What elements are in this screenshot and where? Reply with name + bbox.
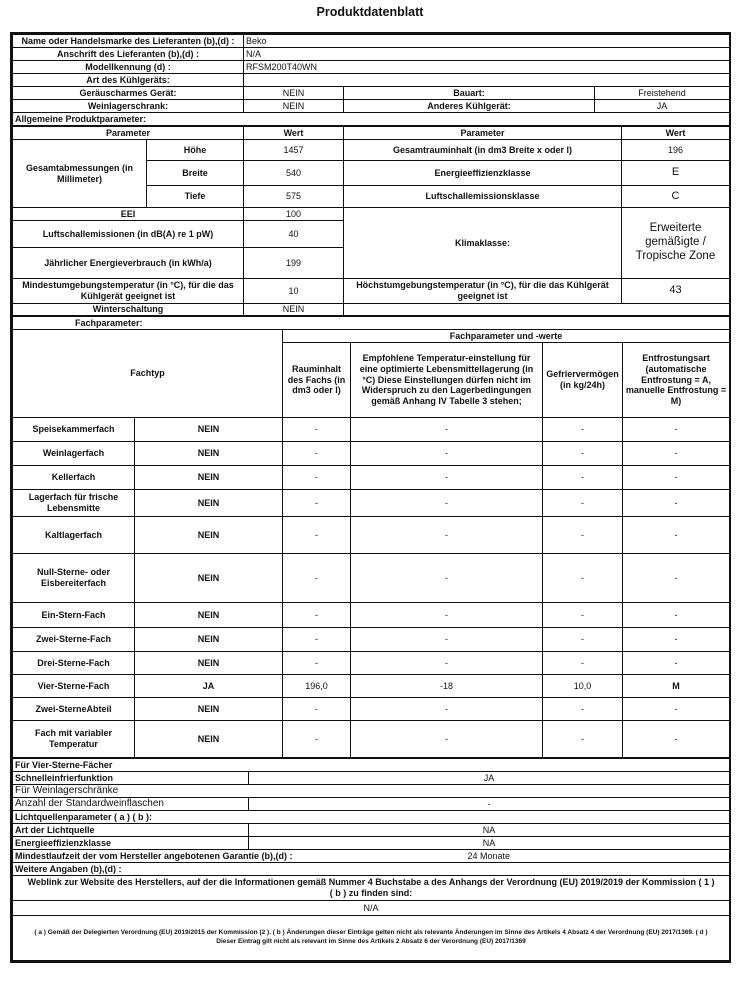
supplier-name-value: Beko <box>244 35 730 48</box>
compartment-temp: - <box>351 652 543 675</box>
energy-class-value: E <box>622 161 730 186</box>
model-value: RFSM200T40WN <box>244 61 730 74</box>
empty-cell <box>344 304 730 316</box>
compartment-temp: - <box>351 698 543 721</box>
compartment-row <box>13 490 730 517</box>
compartment-volume: - <box>283 698 351 721</box>
compartment-temp: - <box>351 721 543 758</box>
compartment-freeze: - <box>543 466 623 490</box>
col-header-defrost: Entfrostungsart (automatische Entfrostung = A, manuelle Entfrostung = M) <box>623 343 730 418</box>
compartment-row <box>13 418 730 442</box>
compartment-temp: - <box>351 517 543 554</box>
col-header-volume: Rauminhalt des Fachs (in dm3 oder l) <box>283 343 351 418</box>
compartment-row <box>13 442 730 466</box>
compartment-type: Zwei-Sterne-Fach <box>13 628 135 652</box>
compartment-temp: - <box>351 603 543 628</box>
depth-value: 575 <box>244 186 344 208</box>
wine-section-label: Für Weinlagerschränke <box>13 785 730 798</box>
compartment-type: Ein-Stern-Fach <box>13 603 135 628</box>
height-value: 1457 <box>244 140 344 161</box>
width-label: Breite <box>147 161 244 186</box>
fast-freeze-value: JA <box>249 772 730 785</box>
compartment-type: Fach mit variabler Temperatur <box>13 721 135 758</box>
compartment-volume: - <box>283 517 351 554</box>
warranty-label: Mindestlaufzeit der vom Hersteller angebotenen Garantie (b),(d) : <box>13 850 249 863</box>
compartment-row <box>13 652 730 675</box>
compartment-freeze: - <box>543 517 623 554</box>
wine-bottles-value: - <box>249 798 730 811</box>
low-noise-label: Geräuscharmes Gerät: <box>13 87 244 100</box>
compartment-volume: - <box>283 490 351 517</box>
compartment-row <box>13 721 730 758</box>
wine-bottles-label: Anzahl der Standardweinflaschen <box>13 798 249 811</box>
compartment-present: NEIN <box>135 554 283 603</box>
wine-cabinet-value: NEIN <box>244 100 344 113</box>
compartment-present: NEIN <box>135 442 283 466</box>
col-header-value: Wert <box>244 127 344 140</box>
light-class-value: NA <box>249 837 730 850</box>
compartment-type: Drei-Sterne-Fach <box>13 652 135 675</box>
compartment-freeze: - <box>543 554 623 603</box>
compartment-freeze: 10,0 <box>543 675 623 698</box>
compartment-defrost: - <box>623 628 730 652</box>
warranty-value: 24 Monate <box>249 850 730 863</box>
light-class-label: Energieeffizienzklasse <box>13 837 249 850</box>
compartment-present: NEIN <box>135 652 283 675</box>
compartment-freeze: - <box>543 490 623 517</box>
compartment-defrost: - <box>623 418 730 442</box>
weblink-label: Weblink zur Website des Herstellers, auf der die Informationen gemäß Nummer 4 Buchstabe a des Anhangs der Verordnung (EU) 2019/2019 der Kommission ( 1 ) ( b ) zu finden sind: <box>13 876 730 901</box>
compartment-present: NEIN <box>135 603 283 628</box>
compartment-defrost: - <box>623 721 730 758</box>
compartment-defrost: - <box>623 466 730 490</box>
compartment-defrost: - <box>623 517 730 554</box>
compartment-type: Speisekammerfach <box>13 418 135 442</box>
compartment-type: Null-Sterne- oder Eisbereiterfach <box>13 554 135 603</box>
appliance-type-label: Art des Kühlgeräts: <box>13 74 244 87</box>
compartment-defrost: - <box>623 554 730 603</box>
max-temp-value: 43 <box>622 279 730 304</box>
supplier-address-label: Anschrift des Lieferanten (b),(d) : <box>13 48 244 61</box>
compartment-volume: - <box>283 418 351 442</box>
col-header-parameter: Parameter <box>13 127 244 140</box>
max-temp-label: Höchstumgebungstemperatur (in °C), für die das Kühlgerät geeignet ist <box>344 279 622 304</box>
annual-energy-label: Jährlicher Energieverbrauch (in kWh/a) <box>13 248 244 279</box>
appliance-type-value <box>244 74 730 87</box>
compartment-freeze: - <box>543 442 623 466</box>
winter-switch-value: NEIN <box>244 304 344 316</box>
compartment-row <box>13 628 730 652</box>
winter-switch-label: Winterschaltung <box>13 304 244 316</box>
noise-class-label: Luftschallemissionsklasse <box>344 186 622 208</box>
weblink-value[interactable]: N/A <box>13 901 730 916</box>
low-noise-value: NEIN <box>244 87 344 100</box>
compartment-present: NEIN <box>135 628 283 652</box>
compartment-temp: - <box>351 442 543 466</box>
light-section-label: Lichtquellenparameter ( a ) ( b ): <box>13 811 730 824</box>
product-datasheet <box>10 32 731 963</box>
design-value: Freistehend <box>595 87 730 100</box>
compartment-volume: 196,0 <box>283 675 351 698</box>
eei-value: 100 <box>244 208 344 221</box>
compartment-type: Zwei-SterneAbteil <box>13 698 135 721</box>
width-value: 540 <box>244 161 344 186</box>
compartment-volume: - <box>283 442 351 466</box>
total-volume-label: Gesamtrauminhalt (in dm3 Breite x oder l) <box>344 140 622 161</box>
compartment-row <box>13 517 730 554</box>
compartment-present: NEIN <box>135 466 283 490</box>
compartment-present: NEIN <box>135 517 283 554</box>
supplier-table <box>12 34 730 126</box>
climate-class-value: Erweiterte gemäßigte / Tropische Zone <box>622 208 730 279</box>
col-header-parameter-2: Parameter <box>344 127 622 140</box>
other-appliance-label: Anderes Kühlgerät: <box>344 100 595 113</box>
eei-label: EEI <box>13 208 244 221</box>
model-label: Modellkennung (d) : <box>13 61 244 74</box>
compartment-row <box>13 698 730 721</box>
height-label: Höhe <box>147 140 244 161</box>
compartment-defrost: - <box>623 442 730 466</box>
other-appliance-value: JA <box>595 100 730 113</box>
compartment-row <box>13 675 730 698</box>
compartment-type: Lagerfach für frische Lebensmitte <box>13 490 135 517</box>
dimensions-label: Gesamtabmessungen (in Millimeter) <box>13 140 147 208</box>
noise-emission-value: 40 <box>244 221 344 248</box>
compartment-freeze: - <box>543 652 623 675</box>
compartment-defrost: M <box>623 675 730 698</box>
fast-freeze-label: Schnelleinfrierfunktion <box>13 772 249 785</box>
general-section-label: Allgemeine Produktparameter: <box>13 113 730 126</box>
additional-info-label: Weitere Angaben (b),(d) : <box>13 863 730 876</box>
compartment-volume: - <box>283 628 351 652</box>
compartment-freeze: - <box>543 721 623 758</box>
compartment-defrost: - <box>623 603 730 628</box>
compartment-row <box>13 466 730 490</box>
compartment-defrost: - <box>623 490 730 517</box>
additional-info-table <box>12 758 730 961</box>
min-temp-value: 10 <box>244 279 344 304</box>
annual-energy-value: 199 <box>244 248 344 279</box>
noise-emission-label: Luftschallemissionen (in dB(A) re 1 pW) <box>13 221 244 248</box>
compartment-freeze: - <box>543 418 623 442</box>
energy-class-label: Energieeffizienzklasse <box>344 161 622 186</box>
compartment-present: NEIN <box>135 418 283 442</box>
supplier-name-label: Name oder Handelsmarke des Lieferanten (b),(d) : <box>13 35 244 48</box>
col-header-temp: Empfohlene Temperatur-einstellung für eine optimierte Lebensmittellagerung (in °C) Diese Einstellungen dürfen nicht im Widerspruch zu den Lagerbedingungen gemäß Anhang IV Tabelle 3 stehen; <box>351 343 543 418</box>
design-label: Bauart: <box>344 87 595 100</box>
compartment-type: Weinlagerfach <box>13 442 135 466</box>
compartment-temp: - <box>351 628 543 652</box>
compartment-temp: -18 <box>351 675 543 698</box>
compartment-present: JA <box>135 675 283 698</box>
footnote: ( a ) Gemäß der Delegierten Verordnung (EU) 2019/2015 der Kommission (2 ). ( b ) Änderungen dieser Einträge gelten nicht als relevante Änderungen im Sinne des Artikels 4 Absatz 4 der Verordnung (EU) 2017/1369. ( d ) Dieser Eintrag gilt nicht als relevant im Sinne des Artikels 2 Absatz 6 der Verordnung (EU) 2017/1369 <box>13 916 730 961</box>
compartment-defrost: - <box>623 652 730 675</box>
supplier-address-value: N/A <box>244 48 730 61</box>
general-parameters-table <box>12 126 730 316</box>
climate-class-label: Klimaklasse: <box>344 208 622 279</box>
compartment-type: Kellerfach <box>13 466 135 490</box>
compartment-present: NEIN <box>135 698 283 721</box>
light-type-value: NA <box>249 824 730 837</box>
compartment-type: Vier-Sterne-Fach <box>13 675 135 698</box>
compartment-volume: - <box>283 554 351 603</box>
compartment-freeze: - <box>543 698 623 721</box>
group-header-fachparameter: Fachparameter und -werte <box>283 330 730 343</box>
compartments-table <box>12 316 730 758</box>
compartment-freeze: - <box>543 603 623 628</box>
compartment-volume: - <box>283 603 351 628</box>
compartment-defrost: - <box>623 698 730 721</box>
compartment-present: NEIN <box>135 721 283 758</box>
col-header-fachtyp: Fachtyp <box>13 330 283 418</box>
total-volume-value: 196 <box>622 140 730 161</box>
compartment-volume: - <box>283 466 351 490</box>
compartment-temp: - <box>351 554 543 603</box>
compartment-volume: - <box>283 652 351 675</box>
wine-cabinet-label: Weinlagerschrank: <box>13 100 244 113</box>
four-star-section-label: Für Vier-Sterne-Fächer <box>13 759 730 772</box>
compartment-volume: - <box>283 721 351 758</box>
col-header-value-2: Wert <box>622 127 730 140</box>
compartment-type: Kaltlagerfach <box>13 517 135 554</box>
compartment-row <box>13 603 730 628</box>
compartment-temp: - <box>351 466 543 490</box>
min-temp-label: Mindestumgebungstemperatur (in °C), für die das Kühlgerät geeignet ist <box>13 279 244 304</box>
noise-class-value: C <box>622 186 730 208</box>
compartment-row <box>13 554 730 603</box>
compartments-section-label: Fachparameter: <box>13 317 730 330</box>
col-header-freeze: Gefriervermögen (in kg/24h) <box>543 343 623 418</box>
compartment-temp: - <box>351 490 543 517</box>
compartment-present: NEIN <box>135 490 283 517</box>
page-title: Produktdatenblatt <box>316 5 424 19</box>
depth-label: Tiefe <box>147 186 244 208</box>
compartment-temp: - <box>351 418 543 442</box>
compartment-freeze: - <box>543 628 623 652</box>
light-type-label: Art der Lichtquelle <box>13 824 249 837</box>
